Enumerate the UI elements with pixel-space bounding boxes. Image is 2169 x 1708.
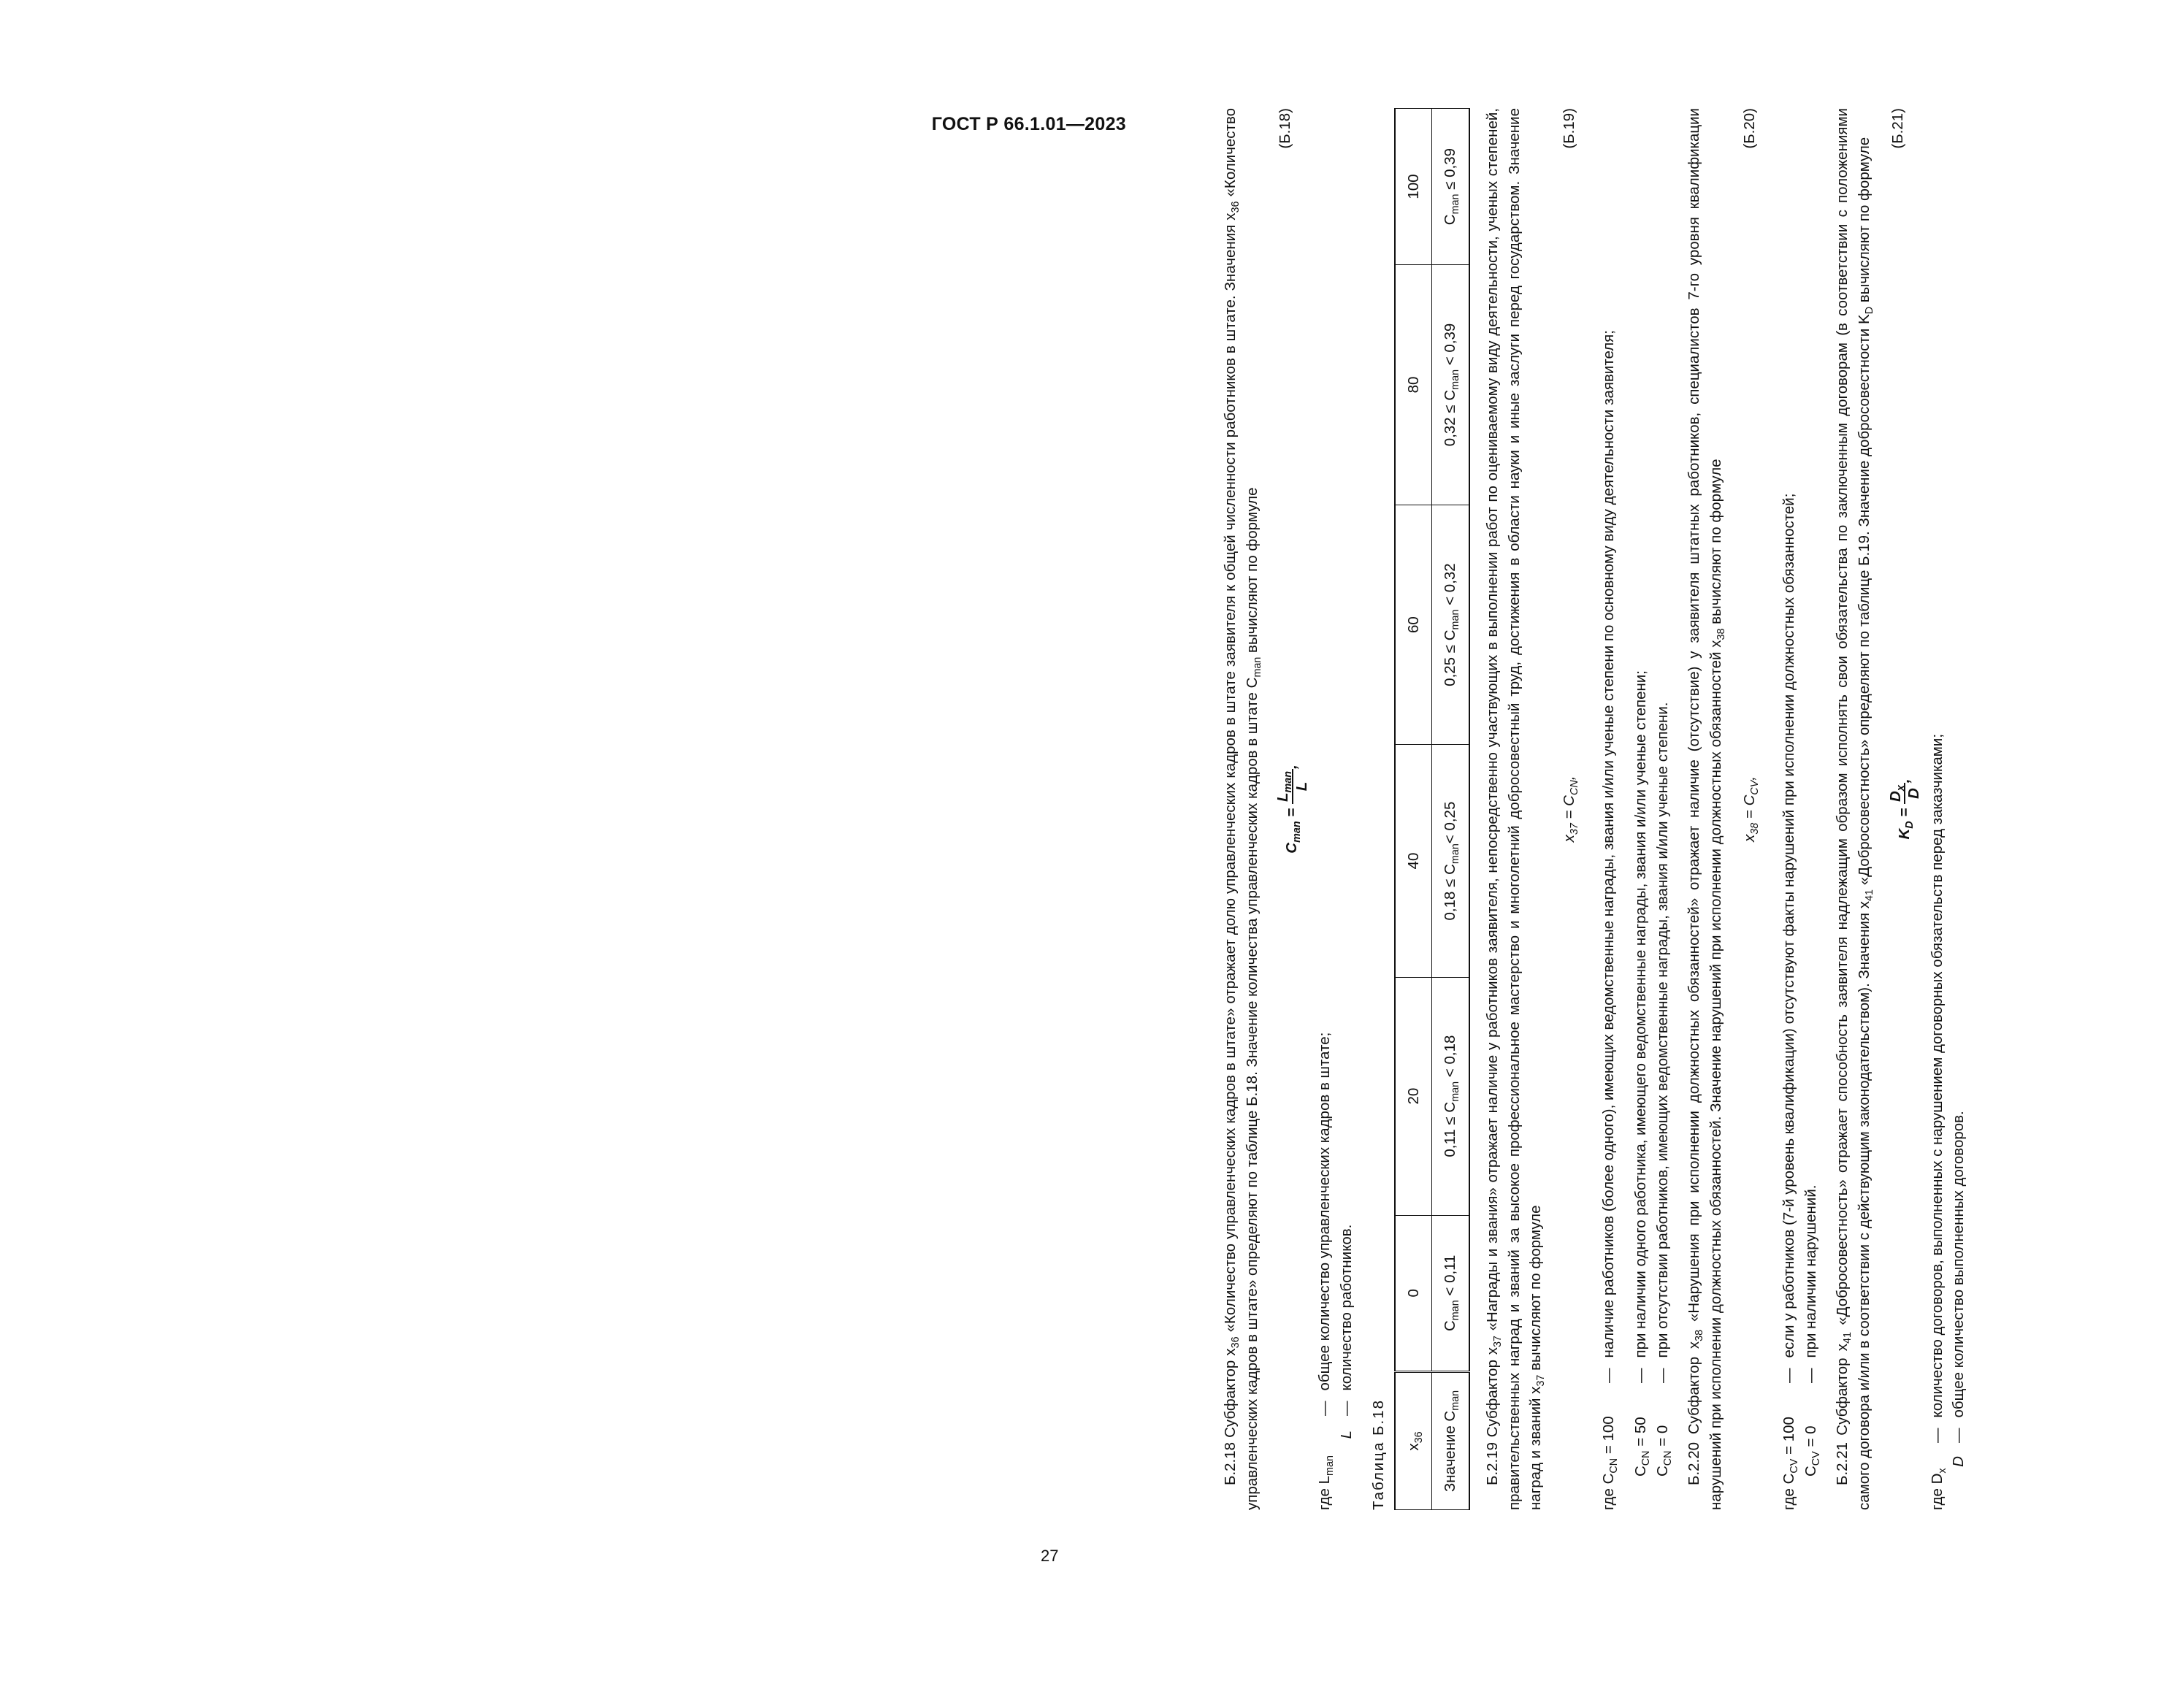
table-cell: $0,11 \le C_{man} < 0,18$ bbox=[1432, 977, 1469, 1215]
fraction: $D_x$ D bbox=[1887, 783, 1923, 804]
table-b18 bbox=[1394, 108, 1470, 1510]
where-item: $C_{CV} = 0$ — при наличии нарушений. bbox=[1802, 1184, 1822, 1477]
where-item: L — количество работников. bbox=[1338, 1224, 1355, 1439]
table-header-cell: 60 bbox=[1395, 505, 1432, 745]
where-item: где $C_{CV} = 100$ — если у работников (7-й уровень квалификации) отсутствуют факты нарушений при исполнении должностных обязанностей; bbox=[1780, 493, 1800, 1510]
table-header-cell: 0 bbox=[1395, 1215, 1432, 1371]
paragraph-b2-20: Б.2.20 Субфактор $x_{38}$ «Нарушения при исполнении должностных обязанностей» отражает наличие (отсутствие) у заявителя штатных работников, специалистов 7-го уровня квалификации нарушений при исполнении должностных обязанностей. Значение нарушений при исполнении должностных обязанностей $x_{38}$ вычисляют по формуле bbox=[1686, 108, 1728, 1510]
table-cell: $0,32 \le C_{man} < 0,39$ bbox=[1432, 265, 1469, 505]
table-header-row bbox=[1395, 109, 1432, 1510]
table-cell: $C_{man} \le 0,39$ bbox=[1432, 109, 1469, 265]
rotated-content bbox=[1220, 108, 2169, 1510]
table-cell: Значение $C_{man}$ bbox=[1432, 1372, 1469, 1510]
formula-number: (Б.19) bbox=[1561, 108, 1578, 149]
table-cell: $0,18 \le C_{man}< 0,25$ bbox=[1432, 745, 1469, 977]
table-cell: $C_{man} < 0,11$ bbox=[1432, 1215, 1469, 1371]
document-header: ГОСТ Р 66.1.01—2023 bbox=[931, 114, 1126, 134]
where-item: где $D_x$ — количество договоров, выполненных с нарушением договорных обязательств перед заказчиками; bbox=[1928, 733, 1948, 1510]
formula-b19: $x_{37} = C_{CN}$, (Б.19) bbox=[1547, 108, 1598, 1510]
page-number: 27 bbox=[1041, 1547, 1059, 1565]
table-header-cell: 20 bbox=[1395, 977, 1432, 1215]
table-header-cell: 40 bbox=[1395, 745, 1432, 977]
formula-b21: $K_D$ = $D_x$ D , (Б.21) bbox=[1886, 108, 1923, 840]
where-item: D — общее количество выполненных договоров. bbox=[1950, 1111, 1967, 1467]
table-header-cell: 80 bbox=[1395, 265, 1432, 505]
where-item: $C_{CN} = 50$ — при наличии одного работника, имеющего ведомственные награды, звания и/или ученые степени; bbox=[1631, 670, 1652, 1477]
formula-number: (Б.20) bbox=[1740, 108, 1758, 149]
paragraph-b2-21: Б.2.21 Субфактор $x_{41}$ «Добросовестность» отражает способность заявителя надлежащим образом исполнять свои обязательства по заключенным договорам (в соответствии с положениями самого договора и/или в соответствии с действующим законодательством). Значения $x_{41}$ «Добросовестность» определяют по таблице Б.19. Значение добросовестности $K_D$ вычисляют по формуле bbox=[1834, 108, 1875, 1510]
formula-number: (Б.18) bbox=[1277, 108, 1294, 149]
table-row bbox=[1432, 109, 1469, 1510]
where-item: где $C_{CN} = 100$ — наличие работников (более одного), имеющих ведомственные награды, звания и/или ученые степени по основному виду деятельности заявителя; bbox=[1600, 330, 1621, 1510]
paragraph-b2-18: Б.2.18 Субфактор $x_{36}$ «Количество управленческих кадров в штате» отражает долю управленческих кадров в штате заявителя к общей численности работников в штате. Значения $x_{36}$ «Количество управленческих кадров в штате» определяют по таблице Б.18. Значение количества управленческих кадров в штате $C_{man}$ вычисляют по формуле bbox=[1222, 107, 1263, 1510]
formula-b18: $C_{man}$ = $L_{man}$ L , (Б.18) bbox=[1274, 108, 1310, 854]
where-item: где $L_{man}$ — общее количество управленческих кадров в штате; bbox=[1316, 1032, 1336, 1510]
paragraph-b2-19: Б.2.19 Субфактор $x_{37}$ «Награды и звания» отражает наличие у работников заявителя, непосредственно участвующих в выполнении работ по оцениваемому виду деятельности, ученых степеней, правительственных наград и званий за высокое профессиональное мастерство и многолетний добросовестный труд, достижения в области науки и иные заслуги перед государством. Значение наград и званий $x_{37}$ вычисляют по формуле bbox=[1484, 108, 1548, 1510]
table-title: Таблица Б.18 bbox=[1369, 1398, 1387, 1510]
table-header-cell: $x_{36}$ bbox=[1395, 1372, 1432, 1510]
table-header-cell: 100 bbox=[1395, 109, 1432, 265]
fraction: $L_{man}$ L bbox=[1274, 769, 1310, 804]
formula-number: (Б.21) bbox=[1889, 108, 1906, 149]
where-item: $C_{CN} = 0$ — при отсутствии работников, имеющих ведомственные награды, звания и/или ученые степени. bbox=[1653, 702, 1674, 1477]
formula-b20: $x_{38} = C_{CV}$, (Б.20) bbox=[1727, 108, 1778, 1510]
table-cell: $0,25 \le C_{man} < 0,32$ bbox=[1432, 505, 1469, 745]
